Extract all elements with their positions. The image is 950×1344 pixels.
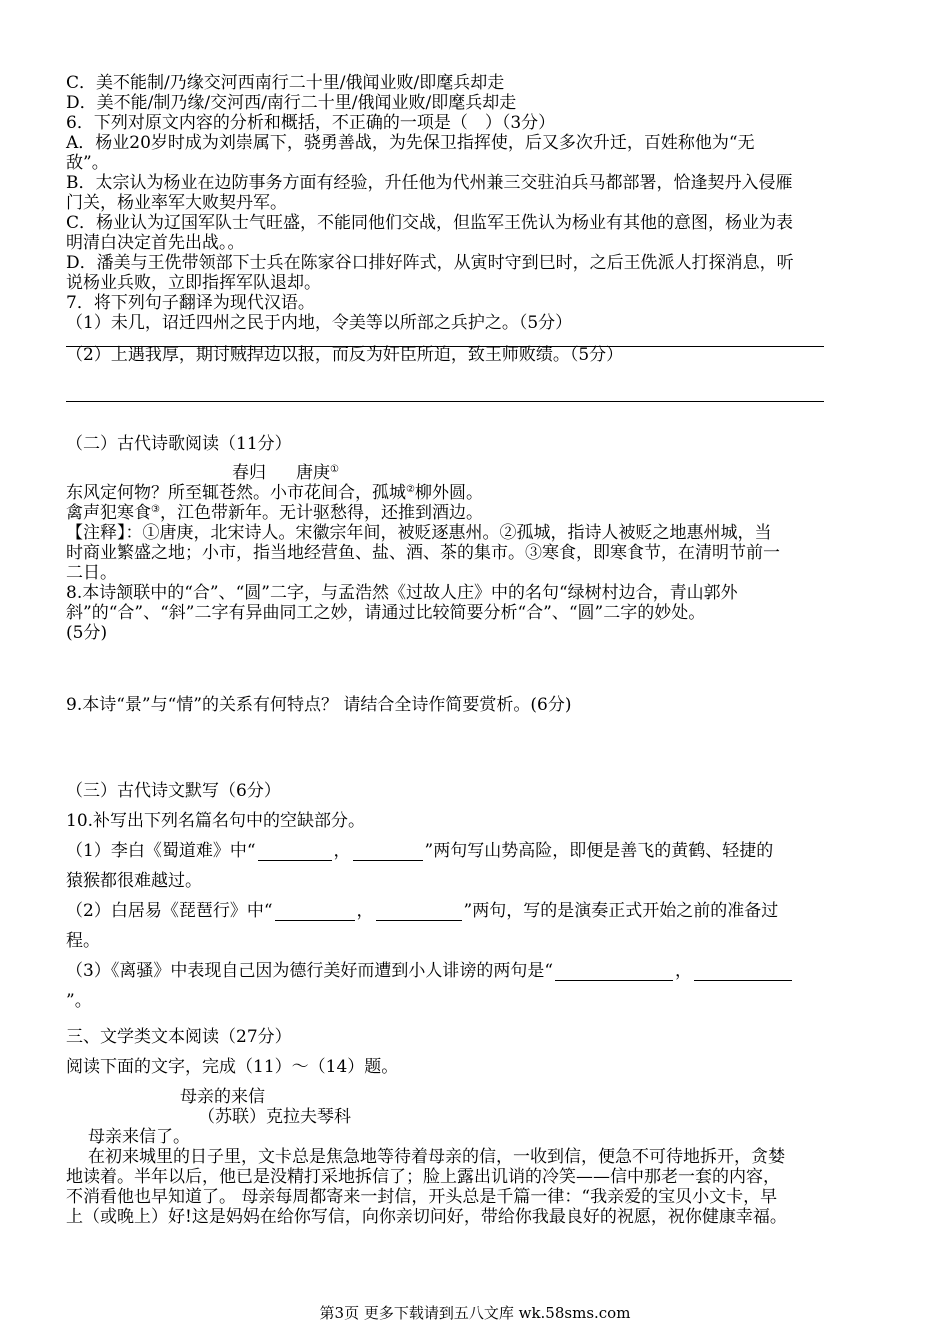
q6-option-d-line1: D．潘美与王侁带领部下士兵在陈家谷口排好阵式，从寅时守到巳时，之后王侁派人打探消息，听 — [66, 253, 794, 273]
q6-option-a-line1: A．杨业20岁时成为刘崇属下，骁勇善战，为先保卫指挥使，后又多次升迁，百姓称他为“无 — [66, 133, 755, 153]
poem-author-note-mark: ① — [330, 464, 339, 475]
poem-notes-3: 二日。 — [66, 563, 117, 583]
q6-option-b-line1: B．太宗认为杨业在边防事务方面有经验，升任他为代州兼三交驻泊兵马都部署，恰逢契丹入侵雁 — [66, 173, 793, 193]
q8-line-2: 斜”的“合”、“斜”二字有异曲同工之妙，请通过比较简要分析“合”、“圆”二字的妙处。 — [66, 603, 706, 623]
poem-line-2: 禽声犯寒食③，江色带新年。无计驱愁得，还推到酒边。 — [66, 503, 483, 523]
q6-option-d-line2: 说杨业兵败，立即指挥军队退却。 — [66, 273, 321, 293]
literary-instruction: 阅读下面的文字，完成（11）～（14）题。 — [66, 1057, 399, 1077]
story-paragraph-2-line2: 地读着。半年以后，他已是没精打采地拆信了；脸上露出讥诮的冷笑——信中那老一套的内容， — [66, 1167, 780, 1187]
q8-line-3: (5分) — [66, 623, 108, 643]
story-title: 母亲的来信 — [180, 1087, 265, 1107]
story-paragraph-2-line1: 在初来城里的日子里，文卡总是焦急地等待着母亲的信，一收到信，便急不可待地拆开，贪婪 — [88, 1147, 785, 1167]
q6-stem: 6．下列对原文内容的分析和概括，不正确的一项是（ ）（3分） — [66, 113, 556, 133]
poetry-heading: （二）古代诗歌阅读（11分） — [66, 434, 292, 454]
dictation-item-3: （3）《离骚》中表现自己因为德行美好而遭到小人诽谤的两句是“ ， — [66, 961, 794, 981]
q5-option-c: C．美不能制/乃缘交河西南行二十里/俄闻业败/即麾兵却走 — [66, 73, 505, 93]
dictation-item-1: （1）李白《蜀道难》中“ ， ”两句写山势高险，即便是善飞的黄鹤、轻捷的 — [66, 841, 774, 861]
blank-1a[interactable] — [258, 843, 332, 861]
q7-sentence-2: （2）上遇我厚，期讨贼捍边以报，而反为奸臣所迫，致王师败绩。（5分） — [66, 345, 624, 365]
q7-answer-line-2[interactable] — [66, 401, 824, 402]
poem-notes-2: 时商业繁盛之地；小市，指当地经营鱼、盐、酒、茶的集市。③寒食，即寒食节，在清明节前一 — [66, 543, 780, 563]
q7-stem: 7．将下列句子翻译为现代汉语。 — [66, 293, 315, 313]
story-author: （苏联）克拉夫琴科 — [198, 1107, 351, 1127]
dictation-item-2-cont: 程。 — [66, 931, 100, 951]
q7-sentence-1: （1）未几，诏迁四州之民于内地，令美等以所部之兵护之。（5分） — [66, 313, 573, 333]
q6-option-a-line2: 敌”。 — [66, 153, 109, 173]
poem-line-1: 东风定何物？所至辄苍然。小市花间合，孤城②柳外圆。 — [66, 483, 483, 503]
q6-option-c-line1: C．杨业认为辽国军队士气旺盛，不能同他们交战，但监军王侁认为杨业有其他的意图，杨业为表 — [66, 213, 794, 233]
blank-3a[interactable] — [555, 963, 673, 981]
blank-1b[interactable] — [353, 843, 423, 861]
dictation-item-1-cont: 猿猴都很难越过。 — [66, 871, 202, 891]
story-paragraph-2-line4: 上（或晚上）好!这是妈妈在给你写信，向你亲切问好，带给你我最良好的祝愿，祝你健康幸福。 — [66, 1207, 787, 1227]
poem-author: 唐庚 — [296, 463, 330, 483]
blank-3b[interactable] — [694, 963, 792, 981]
story-paragraph-1: 母亲来信了。 — [88, 1127, 190, 1147]
page-footer: 第3页 更多下载请到五八文库 wk.58sms.com — [319, 1304, 631, 1322]
q6-option-b-line2: 门关，杨业率军大败契丹军。 — [66, 193, 287, 213]
literary-heading: 三、文学类文本阅读（27分） — [66, 1027, 292, 1047]
dictation-item-2: （2）白居易《琵琶行》中“ ， ”两句，写的是演奏正式开始之前的准备过 — [66, 901, 779, 921]
poem-title: 春归 — [232, 463, 266, 483]
blank-2b[interactable] — [376, 903, 462, 921]
poem-title-line — [232, 463, 339, 483]
q5-option-d: D．美不能/制乃缘/交河西/南行二十里/俄闻业败/即麾兵却走 — [66, 93, 517, 113]
dictation-heading: （三）古代诗文默写（6分） — [66, 781, 281, 801]
q9: 9.本诗“景”与“情”的关系有何特点？ 请结合全诗作简要赏析。(6分) — [66, 695, 572, 715]
story-paragraph-2-line3: 不消看他也早知道了。 母亲每周都寄来一封信，开头总是千篇一律：“我亲爱的宝贝小文卡，早 — [66, 1187, 778, 1207]
q10-stem: 10.补写出下列名篇名句中的空缺部分。 — [66, 811, 366, 831]
poem-notes-1: 【注释】：①唐庚，北宋诗人。宋徽宗年间，被贬逐惠州。②孤城，指诗人被贬之地惠州城，当 — [66, 523, 772, 543]
blank-2a[interactable] — [275, 903, 355, 921]
dictation-item-3-cont: ”。 — [66, 991, 92, 1011]
q8-line-1: 8.本诗颔联中的“合”、“圆”二字，与孟浩然《过故人庄》中的名句“绿树村边合，青山郭外 — [66, 583, 738, 603]
q6-option-c-line2: 明清白决定首先出战。。 — [66, 233, 245, 253]
